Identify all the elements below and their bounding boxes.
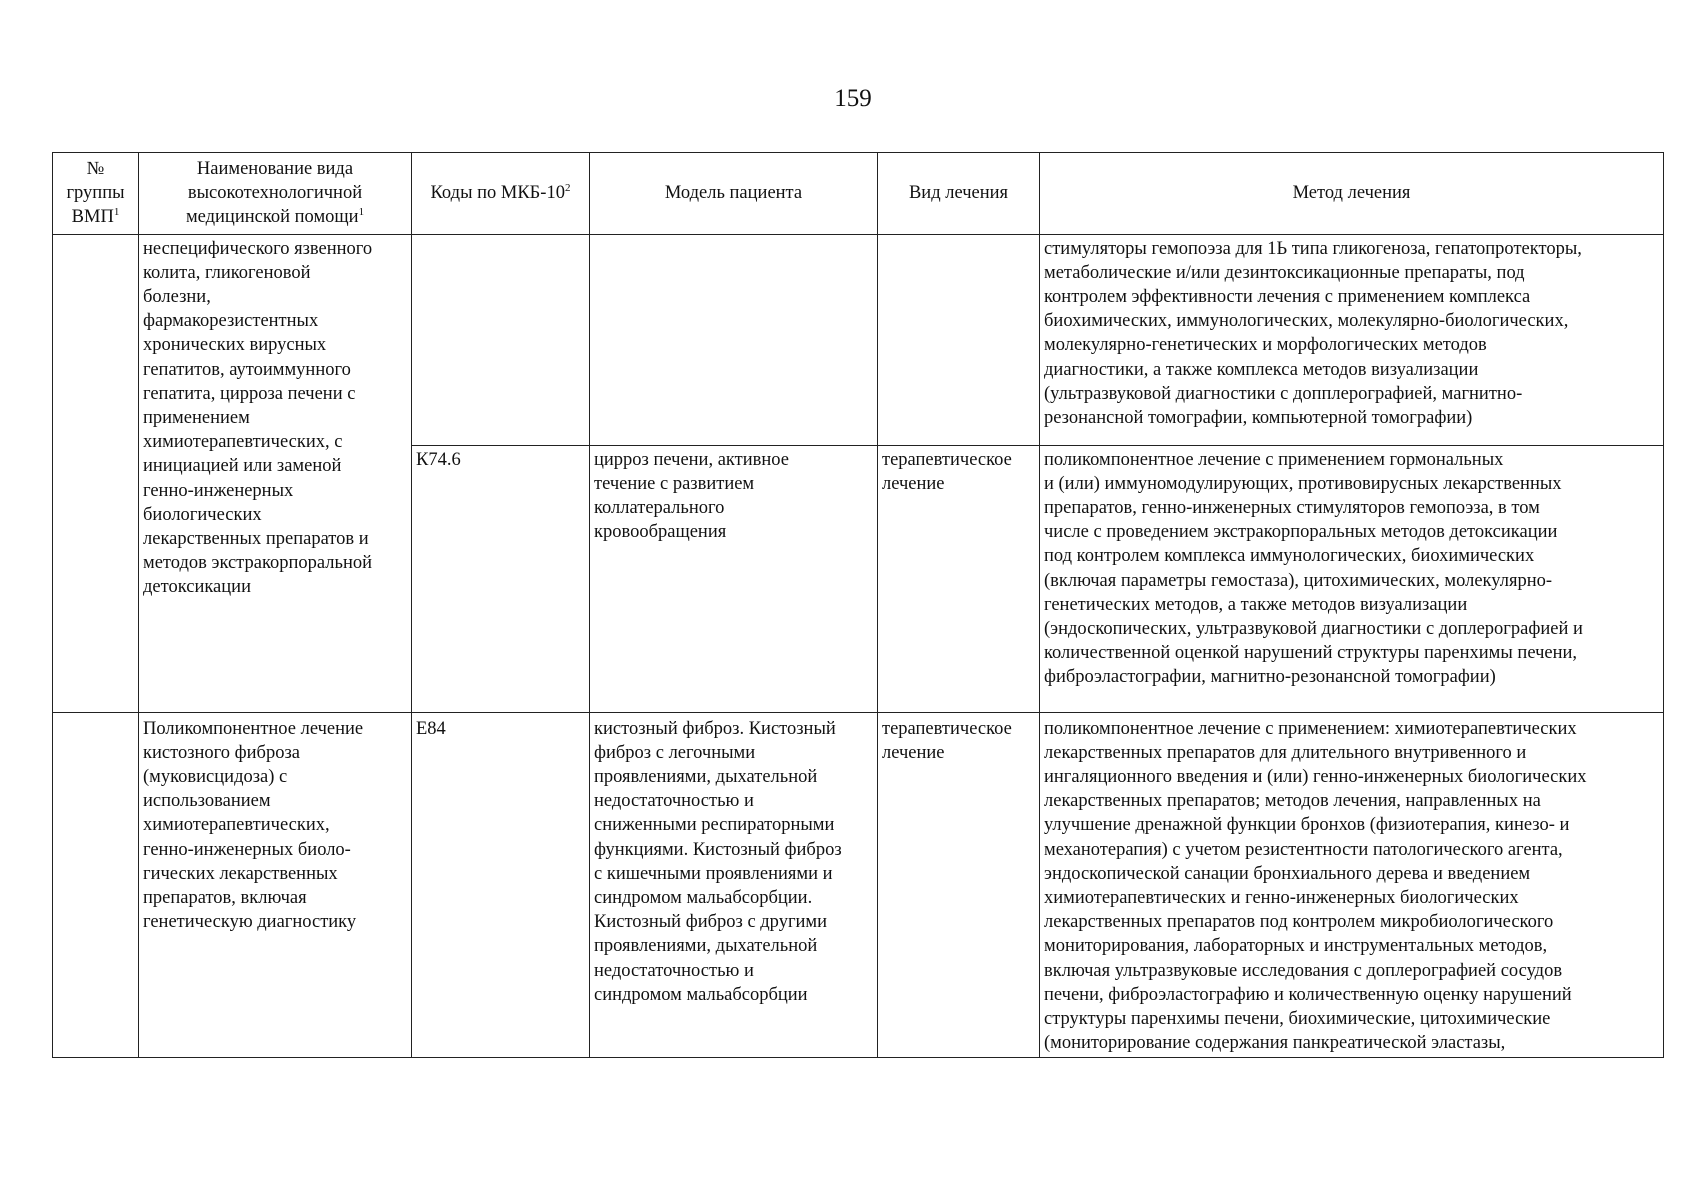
treatment-method-cell: стимуляторы гемопоэза для 1Ь типа гликогеноза, гепатопротекторы, метаболические и/или дезинтоксикационные препараты, под контролем эффективности лечения с применением комплекса биохимических, иммунологических, молекулярно-биологических, молекулярно-генетических и морфологических методов диагностики, а также комплекса методов визуализации (ультразвуковой диагностики с допплерографией, магнитно- резонансной томографии, компьютерной томографии) xyxy=(1040,234,1664,445)
page-number: 159 xyxy=(834,85,872,112)
treatment-kind-cell: терапевтическое лечение xyxy=(878,445,1040,712)
table-row xyxy=(53,712,1664,1058)
treatment-kind-cell: терапевтическое лечение xyxy=(878,712,1040,1058)
icd-code-cell xyxy=(412,234,590,445)
care-name-cell: неспецифического язвенного колита, гликогеновой болезни, фармакорезистентных хронических вирусных гепатитов, аутоиммунного гепатита, цирроза печени с применением химиотерапевтических, с инициацией или заменой генно-инженерных биологических лекарственных препаратов и методов экстракорпоральной детоксикации xyxy=(139,234,412,712)
patient-model-cell: цирроз печени, активное течение с развитием коллатерального кровообращения xyxy=(590,445,878,712)
treatment-kind-cell xyxy=(878,234,1040,445)
care-name-cell: Поликомпонентное лечение кистозного фиброза (муковисцидоза) с использованием химиотерапевтических, генно-инженерных биоло- гических лекарственных препаратов, включая генетическую диагностику xyxy=(139,712,412,1058)
group-number-cell xyxy=(53,234,139,712)
icd-code-cell: К74.6 xyxy=(412,445,590,712)
patient-model-cell xyxy=(590,234,878,445)
patient-model-cell: кистозный фиброз. Кистозный фиброз с легочными проявлениями, дыхательной недостаточностью и сниженными респираторными функциями. Кистозный фиброз с кишечными проявлениями и синдромом мальабсорбции. Кистозный фиброз с другими проявлениями, дыхательной недостаточностью и синдромом мальабсорбции xyxy=(590,712,878,1058)
header-patient-model: Модель пациента xyxy=(590,153,878,235)
header-treatment-method: Метод лечения xyxy=(1040,153,1664,235)
header-row xyxy=(53,153,1664,235)
medical-care-table xyxy=(52,152,1664,1058)
icd-code-cell: Е84 xyxy=(412,712,590,1058)
header-treatment-kind: Вид лечения xyxy=(878,153,1040,235)
treatment-method-cell: поликомпонентное лечение с применением: химиотерапевтических лекарственных препаратов для длительного внутривенного и ингаляционного введения и (или) генно-инженерных биологических лекарственных препаратов; методов лечения, направленных на улучшение дренажной функции бронхов (физиотерапия, кинезо- и механотерапия) с учетом резистентности патологического агента, эндоскопической санации бронхиального дерева и введением химиотерапевтических и генно-инженерных биологических лекарственных препаратов под контролем микробиологического мониторирования, лабораторных и инструментальных методов, включая ультразвуковые исследования с доплерографией сосудов печени, фиброэластографию и количественную оценку нарушений структуры паренхимы печени, биохимические, цитохимические (мониторирование содержания панкреатической эластазы, xyxy=(1040,712,1664,1058)
header-icd-codes: Коды по МКБ-$10^2$ xyxy=(412,153,590,235)
table-row xyxy=(53,234,1664,445)
group-number-cell xyxy=(53,712,139,1058)
header-group-number: № группы ВМП$^1$ xyxy=(53,153,139,235)
treatment-method-cell: поликомпонентное лечение с применением гормональных и (или) иммуномодулирующих, противовирусных лекарственных препаратов, генно-инженерных стимуляторов гемопоэза, в том числе с проведением экстракорпоральных методов детоксикации под контролем комплекса иммунологических, биохимических (включая параметры гемостаза), цитохимических, молекулярно- генетических методов, а также методов визуализации (эндоскопических, ультразвуковой диагностики с доплерографией и количественной оценкой нарушений структуры паренхимы печени, фиброэластографии, магнитно-резонансной томографии) xyxy=(1040,445,1664,712)
header-care-name: Наименование вида высокотехнологичной медицинской помощи$^1$ xyxy=(139,153,412,235)
